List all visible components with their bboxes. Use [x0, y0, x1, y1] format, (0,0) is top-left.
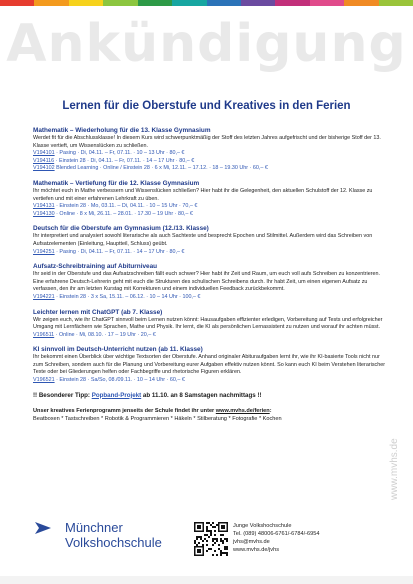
- course-date-text: · Einstein 28 · Sa/So, 08./09.11. · 10 – 14 Uhr · 60,– €: [54, 377, 185, 384]
- course-code-link[interactable]: V196521: [33, 377, 55, 384]
- special-tip: !! Besonderer Tipp: Popband-Projekt ab 11.10. an 8 Samstagen nachmittags !!: [33, 391, 262, 399]
- course-date-row: [33, 294, 388, 302]
- course-description: Ihr seid in der Oberstufe und das Aufsatzschreiben fällt euch schwer? Hier habt ihr Zeit und Raum, um euch voll aufs Schreiben zu konzentrieren. Eine erfahrene Deutsch-Lehrerin geht mit euch die Strukturen des schulischen Schreibens durch. Ihr habt Zeit, um einen eigenen Aufsatz zu verfassen, den ihr am letzten Kurstag mit Korrekturen und einem individuellen Feedback zurückbekommt.: [33, 271, 380, 293]
- course-date-text: · Pasing · Di, 04.11. – Fr, 07.11. · 10 – 13 Uhr · 80,– €: [54, 150, 185, 157]
- course-description: Werdet fit für die Abschlussklasse! In diesem Kurs wird schwerpunktmäßig der Stoff des letzten Jahres aufgefrischt und der bisherige Stoff der 13. Klasse vertieft, um Wissenslücken zu schließen.: [33, 135, 381, 149]
- course-description: Ihr bekommt einen Überblick über wichtige Textsorten der Oberstufe. Anhand originaler Abituraufgaben lernt ihr, wie ihr KI-basierte Tools nicht nur zum Schreiben, sondern auch für die Planung und Vorbereitung eurer Aufgaben effektiv nutzen könnt. So kann euch KI beim Verstehen literarischer Texte oder bei Gliederungen helfen oder Fachbegriffe und rhetorische Figuren erklären.: [33, 354, 386, 376]
- course-code-link[interactable]: V194102: [33, 165, 55, 172]
- contact-line: Tel. (089) 48006-6761/-6784/-6954: [233, 531, 320, 537]
- holiday-program: Unser kreatives Ferienprogramm jenseits der Schule findet ihr unter www.mvhs.de/ferien: Beatboxen * Tastschreiben * Robotik & Programmieren * Häkeln * Stilberatung * Fotografie * Kochen: [33, 407, 282, 422]
- course-date-row: [33, 332, 388, 340]
- course-code-link[interactable]: V194130: [33, 210, 55, 217]
- course-code-link[interactable]: V194131: [33, 203, 55, 210]
- course-date-text: · Einstein 28 · Mo, 03.11. – Di, 04.11. · 10 – 15 Uhr · 70,– €: [54, 203, 198, 210]
- course-date-row: [33, 158, 388, 166]
- page-title: Ankündigung: [6, 14, 407, 74]
- course-title: Leichter lernen mit ChatGPT (ab 7. Klasse): [33, 308, 163, 316]
- course-date-row: [33, 203, 388, 211]
- contact-line[interactable]: jvhs@mvhs.de: [233, 539, 270, 545]
- stripe-segment: [172, 0, 206, 6]
- course-title: Mathematik – Vertiefung für die 12. Klasse Gymnasium: [33, 179, 200, 187]
- course-date-text: · Online · 8 x Mi, 26.11. – 28.01. · 17.30 – 19 Uhr · 80,– €: [54, 210, 193, 217]
- course-description: Ihr interpretiert und analysiert sowohl literarische als auch Sachtexte und besprecht Epochen und Stilmittel. Außerdem wird das Schreiben von Aufsatzelementen (Einleitung, Hauptteil, Schluss) geübt.: [33, 233, 373, 247]
- course-description: Ihr möchtet euch in Mathe verbessern und Wissenslücken schließen? Hier habt ihr die Gelegenheit, den aktuellen Schulstoff der 12. Klasse zu vertiefen und mit einer erfahrenen Lehrkraft zu üben.: [33, 187, 373, 202]
- course-block: [33, 308, 388, 340]
- stripe-segment: [379, 0, 413, 6]
- bottom-bar: [0, 576, 413, 584]
- color-stripe: [0, 0, 413, 6]
- stripe-segment: [34, 0, 68, 6]
- logo-text-line1: Münchner: [65, 520, 123, 535]
- course-date-row: [33, 150, 388, 158]
- course-date-text: · Online · Mi, 08.10. · 17 – 19 Uhr · 20,– €: [54, 331, 156, 338]
- stripe-segment: [310, 0, 344, 6]
- stripe-segment: [241, 0, 275, 6]
- stripe-segment: [344, 0, 378, 6]
- course-date-row: [33, 249, 388, 257]
- course-list: [33, 126, 388, 423]
- course-code-link[interactable]: V194221: [33, 293, 55, 300]
- course-block: [33, 224, 388, 256]
- contact-line: Junge Volkshochschule: [233, 523, 292, 529]
- program-url-link[interactable]: www.mvhs.de/ferien: [215, 407, 270, 414]
- course-block: [33, 345, 388, 384]
- course-block: [33, 179, 388, 218]
- course-title: Aufsatz-Schreibtraining auf Abiturniveau: [33, 263, 158, 271]
- course-description: Wir zeigen euch, wie ihr ChatGPT sinnvoll beim Lernen nutzen könnt: Hausaufgaben effizienter erledigen, Vorbereitung auf Tests und erfolgreicher Umgang mit Lernfächern wie Sprachen, Mathe und Physik. Ihr lernt, die KI als persönlichen Lernassistent zu nutzen und worauf ihr achten müsst.: [33, 316, 383, 331]
- course-date-text: · Einstein 28 · Di, 04.11. – Fr, 07.11. · 14 – 17 Uhr · 80,– €: [54, 157, 195, 164]
- stripe-segment: [69, 0, 103, 6]
- contact-line[interactable]: www.mvhs.de/jvhs: [233, 547, 280, 553]
- course-block: [33, 126, 388, 173]
- stripe-segment: [103, 0, 137, 6]
- qr-code-icon: [194, 522, 228, 556]
- course-code-link[interactable]: V194116: [33, 157, 55, 164]
- course-title: Mathematik – Wiederholung für die 13. Klasse Gymnasium: [33, 127, 211, 134]
- course-date-row: [33, 211, 388, 219]
- course-date-text: · Pasing · Di, 04.11. – Fr, 07.11. · 14 – 17 Uhr · 80,– €: [54, 248, 185, 255]
- logo-text-line2: Volkshochschule: [65, 535, 162, 550]
- course-date-text: · Einstein 28 · 3 x Sa, 15.11. – 06.12. · 10 – 14 Uhr · 100,– €: [54, 293, 201, 300]
- popband-link[interactable]: Popband-Projekt: [91, 391, 142, 399]
- course-code-link[interactable]: V196511: [33, 331, 55, 338]
- stripe-segment: [138, 0, 172, 6]
- logo-arrow-icon: [33, 520, 53, 536]
- side-url-watermark: www.mvhs.de: [389, 438, 400, 500]
- course-date-row: [33, 165, 388, 173]
- course-title: KI sinnvoll im Deutsch-Unterricht nutzen (ab 11. Klasse): [33, 346, 203, 354]
- course-title: Deutsch für die Oberstufe am Gymnasium (12./13. Klasse): [33, 225, 209, 233]
- stripe-segment: [0, 0, 34, 6]
- stripe-segment: [207, 0, 241, 6]
- stripe-segment: [275, 0, 309, 6]
- page-subtitle: Lernen für die Oberstufe und Kreatives in den Ferien: [62, 100, 351, 112]
- course-block: [33, 262, 388, 301]
- contact-block: [233, 522, 319, 554]
- course-date-text: Blended Learning · Online / Einstein 28 · 6 x Mi, 12.11. – 17.12. · 18 – 19.30 Uhr · 60,– €: [54, 165, 268, 172]
- course-code-link[interactable]: V194251: [33, 248, 55, 255]
- program-items: Beatboxen * Tastschreiben * Robotik & Programmieren * Häkeln * Stilberatung * Fotografie * Kochen: [33, 415, 282, 422]
- course-code-link[interactable]: V194101: [33, 150, 55, 157]
- course-date-row: [33, 377, 388, 385]
